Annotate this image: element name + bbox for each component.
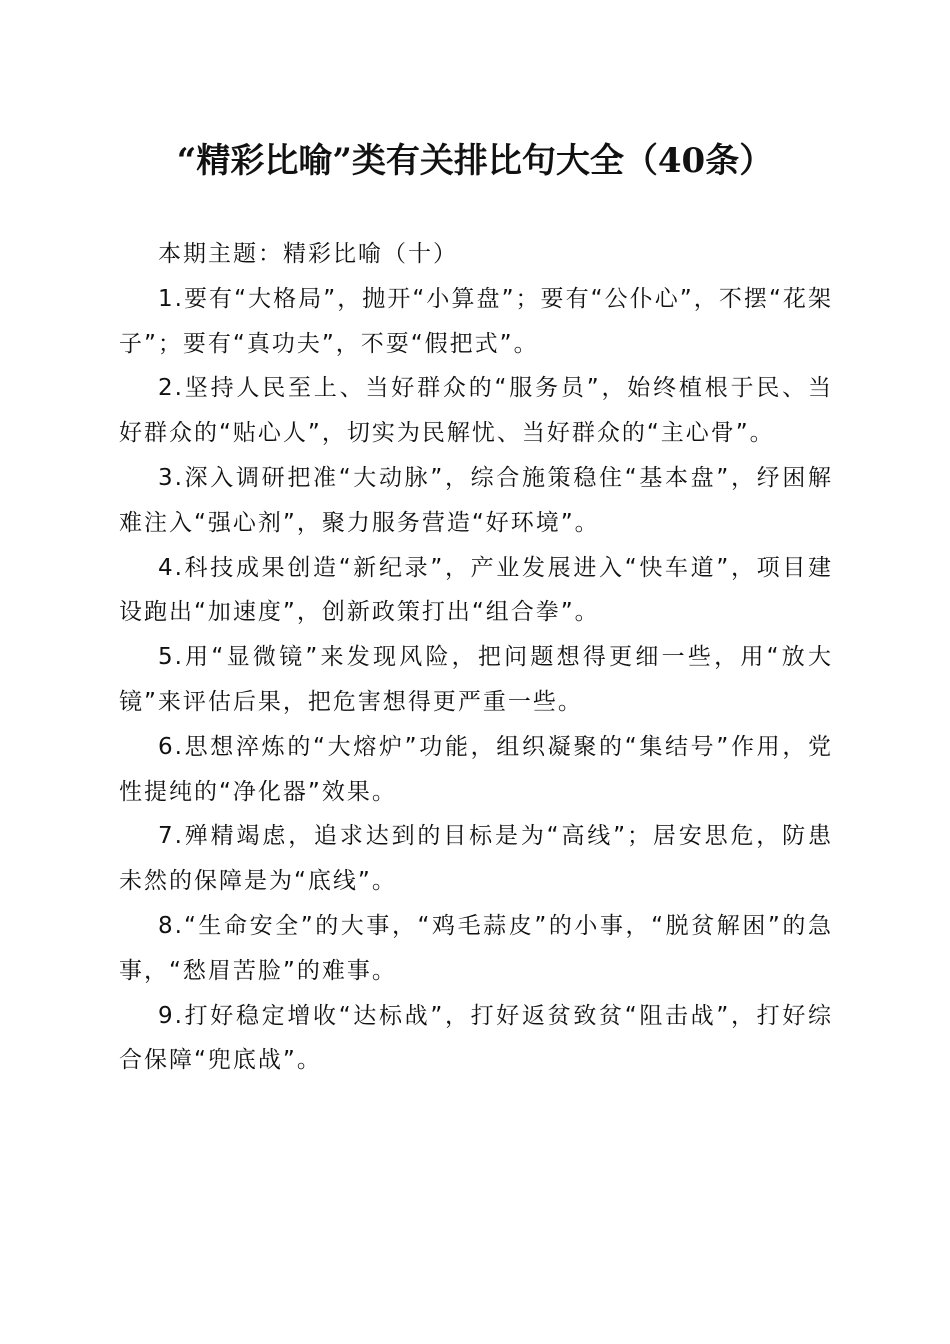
list-item-6: 6.思想淬炼的“大熔炉”功能，组织凝聚的“集结号”作用，党性提纯的“净化器”效果。 bbox=[119, 733, 833, 805]
document-title: “精彩比喻”类有关排比句大全（40条） bbox=[176, 141, 774, 181]
list-item-4: 4.科技成果创造“新纪录”，产业发展进入“快车道”，项目建设跑出“加速度”，创新政策打出“组合拳”。 bbox=[119, 554, 833, 626]
list-item-2: 2.坚持人民至上、当好群众的“服务员”，始终植根于民、当好群众的“贴心人”，切实为民解忧、当好群众的“主心骨”。 bbox=[119, 375, 833, 447]
list-item-1: 1.要有“大格局”，抛开“小算盘”；要有“公仆心”，不摆“花架子”；要有“真功夫”，不耍“假把式”。 bbox=[119, 285, 833, 357]
list-item-7: 7.殚精竭虑，追求达到的目标是为“高线”；居安思危，防患未然的保障是为“底线”。 bbox=[119, 823, 833, 895]
list-item-9: 9.打好稳定增收“达标战”，打好返贫致贫“阻击战”，打好综合保障“兜底战”。 bbox=[119, 1002, 833, 1074]
list-item-3: 3.深入调研把准“大动脉”，综合施策稳住“基本盘”，纾困解难注入“强心剂”，聚力服务营造“好环境”。 bbox=[119, 464, 833, 536]
list-item-8: 8.“生命安全”的大事，“鸡毛蒜皮”的小事，“脱贫解困”的急事，“愁眉苦脸”的难事。 bbox=[119, 912, 833, 984]
document-body bbox=[119, 232, 833, 1083]
list-item-5: 5.用“显微镜”来发现风险，把问题想得更细一些，用“放大镜”来评估后果，把危害想得更严重一些。 bbox=[119, 644, 833, 715]
intro-paragraph: 本期主题：精彩比喻（十） bbox=[158, 241, 458, 267]
